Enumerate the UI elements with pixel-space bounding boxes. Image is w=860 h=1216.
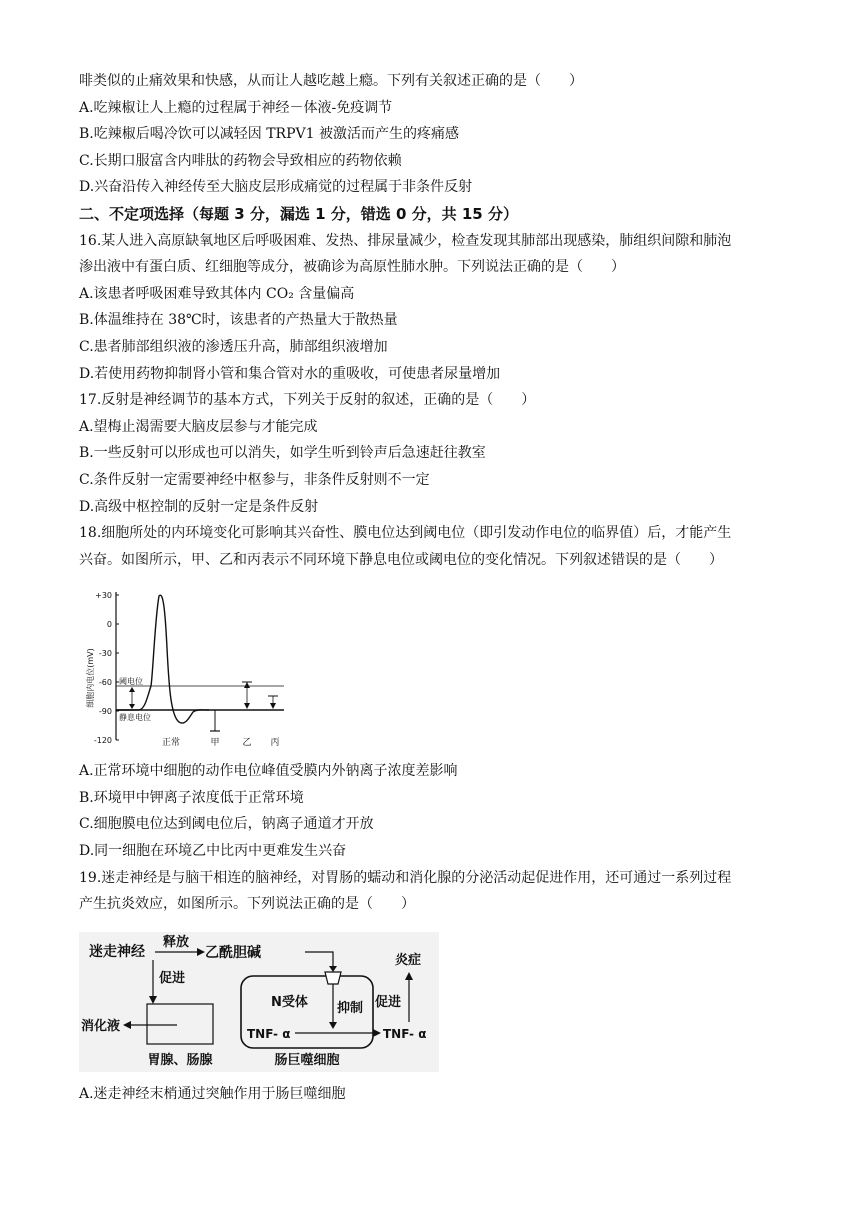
macrophage-label: 肠巨噬细胞 (274, 1053, 340, 1068)
q16-option-c: C.患者肺部组织液的渗透压升高，肺部组织液增加 (79, 339, 388, 355)
tick-label: +30 (95, 591, 112, 600)
q18-option-d: D.同一细胞在环境乙中比丙中更难发生兴奋 (79, 843, 347, 859)
tick-label: 0 (106, 620, 112, 629)
n-receptor-label: N受体 (271, 995, 308, 1010)
x-label-bing: 丙 (270, 738, 280, 748)
q16-option-b: B.体温维持在 38℃时，该患者的产热量大于散热量 (79, 312, 398, 328)
ach-label: 乙酰胆碱 (205, 945, 261, 961)
q18-option-a: A.正常环境中细胞的动作电位峰值受膜内外钠离子浓度差影响 (79, 763, 458, 779)
q19-stem-1: 19.迷走神经是与脑干相连的脑神经，对胃肠的蠕动和消化腺的分泌活动起促进作用，还可通过一系列过程 (79, 870, 732, 886)
q17-option-c: C.条件反射一定需要神经中枢参与，非条件反射则不一定 (79, 472, 430, 488)
q15-option-c: C.长期口服富含内啡肽的药物会导致相应的药物依赖 (79, 153, 402, 169)
y-axis-label: 细胞内电位(mV) (86, 648, 95, 708)
tnf-outside-label: TNF- α (383, 1027, 427, 1041)
q15-stem-cont: 啡类似的止痛效果和快感，从而让人越吃越上瘾。下列有关叙述正确的是（ ） (79, 73, 583, 89)
vagus-nerve-diagram (79, 932, 439, 1072)
section-heading: 二、不定项选择（每题 3 分，漏选 1 分，错选 0 分，共 15 分） (79, 205, 518, 223)
resting-label: 静息电位 (119, 713, 151, 722)
q19-stem-2: 产生抗炎效应，如图所示。下列说法正确的是（ ） (79, 896, 415, 912)
q18-stem-1: 18.细胞所处的内环境变化可影响其兴奋性、膜电位达到阈电位（即引发动作电位的临界值）后，才能产生 (79, 525, 732, 541)
q19-option-a: A.迷走神经末梢通过突触作用于肠巨噬细胞 (79, 1086, 346, 1102)
q16-stem-1: 16.某人进入高原缺氧地区后呼吸困难、发热、排尿量减少，检查发现其肺部出现感染，肺组织间隙和肺泡 (79, 233, 732, 249)
q15-option-d: D.兴奋沿传入神经传至大脑皮层形成痛觉的过程属于非条件反射 (79, 179, 473, 195)
tick-label: -60 (98, 678, 112, 687)
promote-label-2: 促进 (375, 995, 402, 1010)
tick-label: -30 (98, 649, 112, 658)
promote-label-1: 促进 (159, 971, 186, 986)
membrane-potential-figure (79, 588, 294, 748)
inflammation-label: 炎症 (395, 953, 422, 968)
tnf-inside-label: TNF- α (247, 1027, 291, 1041)
q16-option-d: D.若使用药物抑制肾小管和集合管对水的重吸收，可使患者尿量增加 (79, 366, 501, 382)
q16-option-a: A.该患者呼吸困难导致其体内 CO₂ 含量偏高 (79, 286, 355, 302)
inhibit-label: 抑制 (337, 1001, 364, 1016)
x-label-yi: 乙 (242, 738, 252, 748)
q17-stem: 17.反射是神经调节的基本方式，下列关于反射的叙述，正确的是（ ） (79, 392, 536, 408)
q18-option-b: B.环境甲中钾离子浓度低于正常环境 (79, 790, 304, 806)
tick-label: -90 (98, 707, 112, 716)
q15-option-b: B.吃辣椒后喝冷饮可以减轻因 TRPV1 被激活而产生的疼痛感 (79, 126, 459, 142)
x-label-normal: 正常 (161, 738, 181, 748)
threshold-label: 阈电位 (119, 677, 143, 686)
q16-stem-2: 渗出液中有蛋白质、红细胞等成分，被确诊为高原性肺水肿。下列说法正确的是（ ） (79, 259, 625, 275)
x-label-jia: 甲 (210, 738, 220, 748)
q18-option-c: C.细胞膜电位达到阈电位后，钠离子通道才开放 (79, 816, 374, 832)
glands-label: 胃腺、肠腺 (147, 1053, 213, 1068)
q17-option-a: A.望梅止渴需要大脑皮层参与才能完成 (79, 419, 318, 435)
q18-stem-2: 兴奋。如图所示，甲、乙和丙表示不同环境下静息电位或阈电位的变化情况。下列叙述错误的是（ ） (79, 552, 723, 568)
tick-label: -120 (93, 736, 112, 745)
q15-option-a: A.吃辣椒让人上瘾的过程属于神经－体液-免疫调节 (79, 100, 393, 116)
vagus-label: 迷走神经 (89, 944, 145, 960)
digestive-fluid-label: 消化液 (81, 1019, 121, 1034)
release-label: 释放 (163, 935, 190, 950)
n-receptor-shape (325, 972, 341, 984)
q17-option-d: D.高级中枢控制的反射一定是条件反射 (79, 499, 319, 515)
q17-option-b: B.一些反射可以形成也可以消失，如学生听到铃声后急速赶往教室 (79, 445, 486, 461)
action-potential-curve (116, 595, 209, 723)
